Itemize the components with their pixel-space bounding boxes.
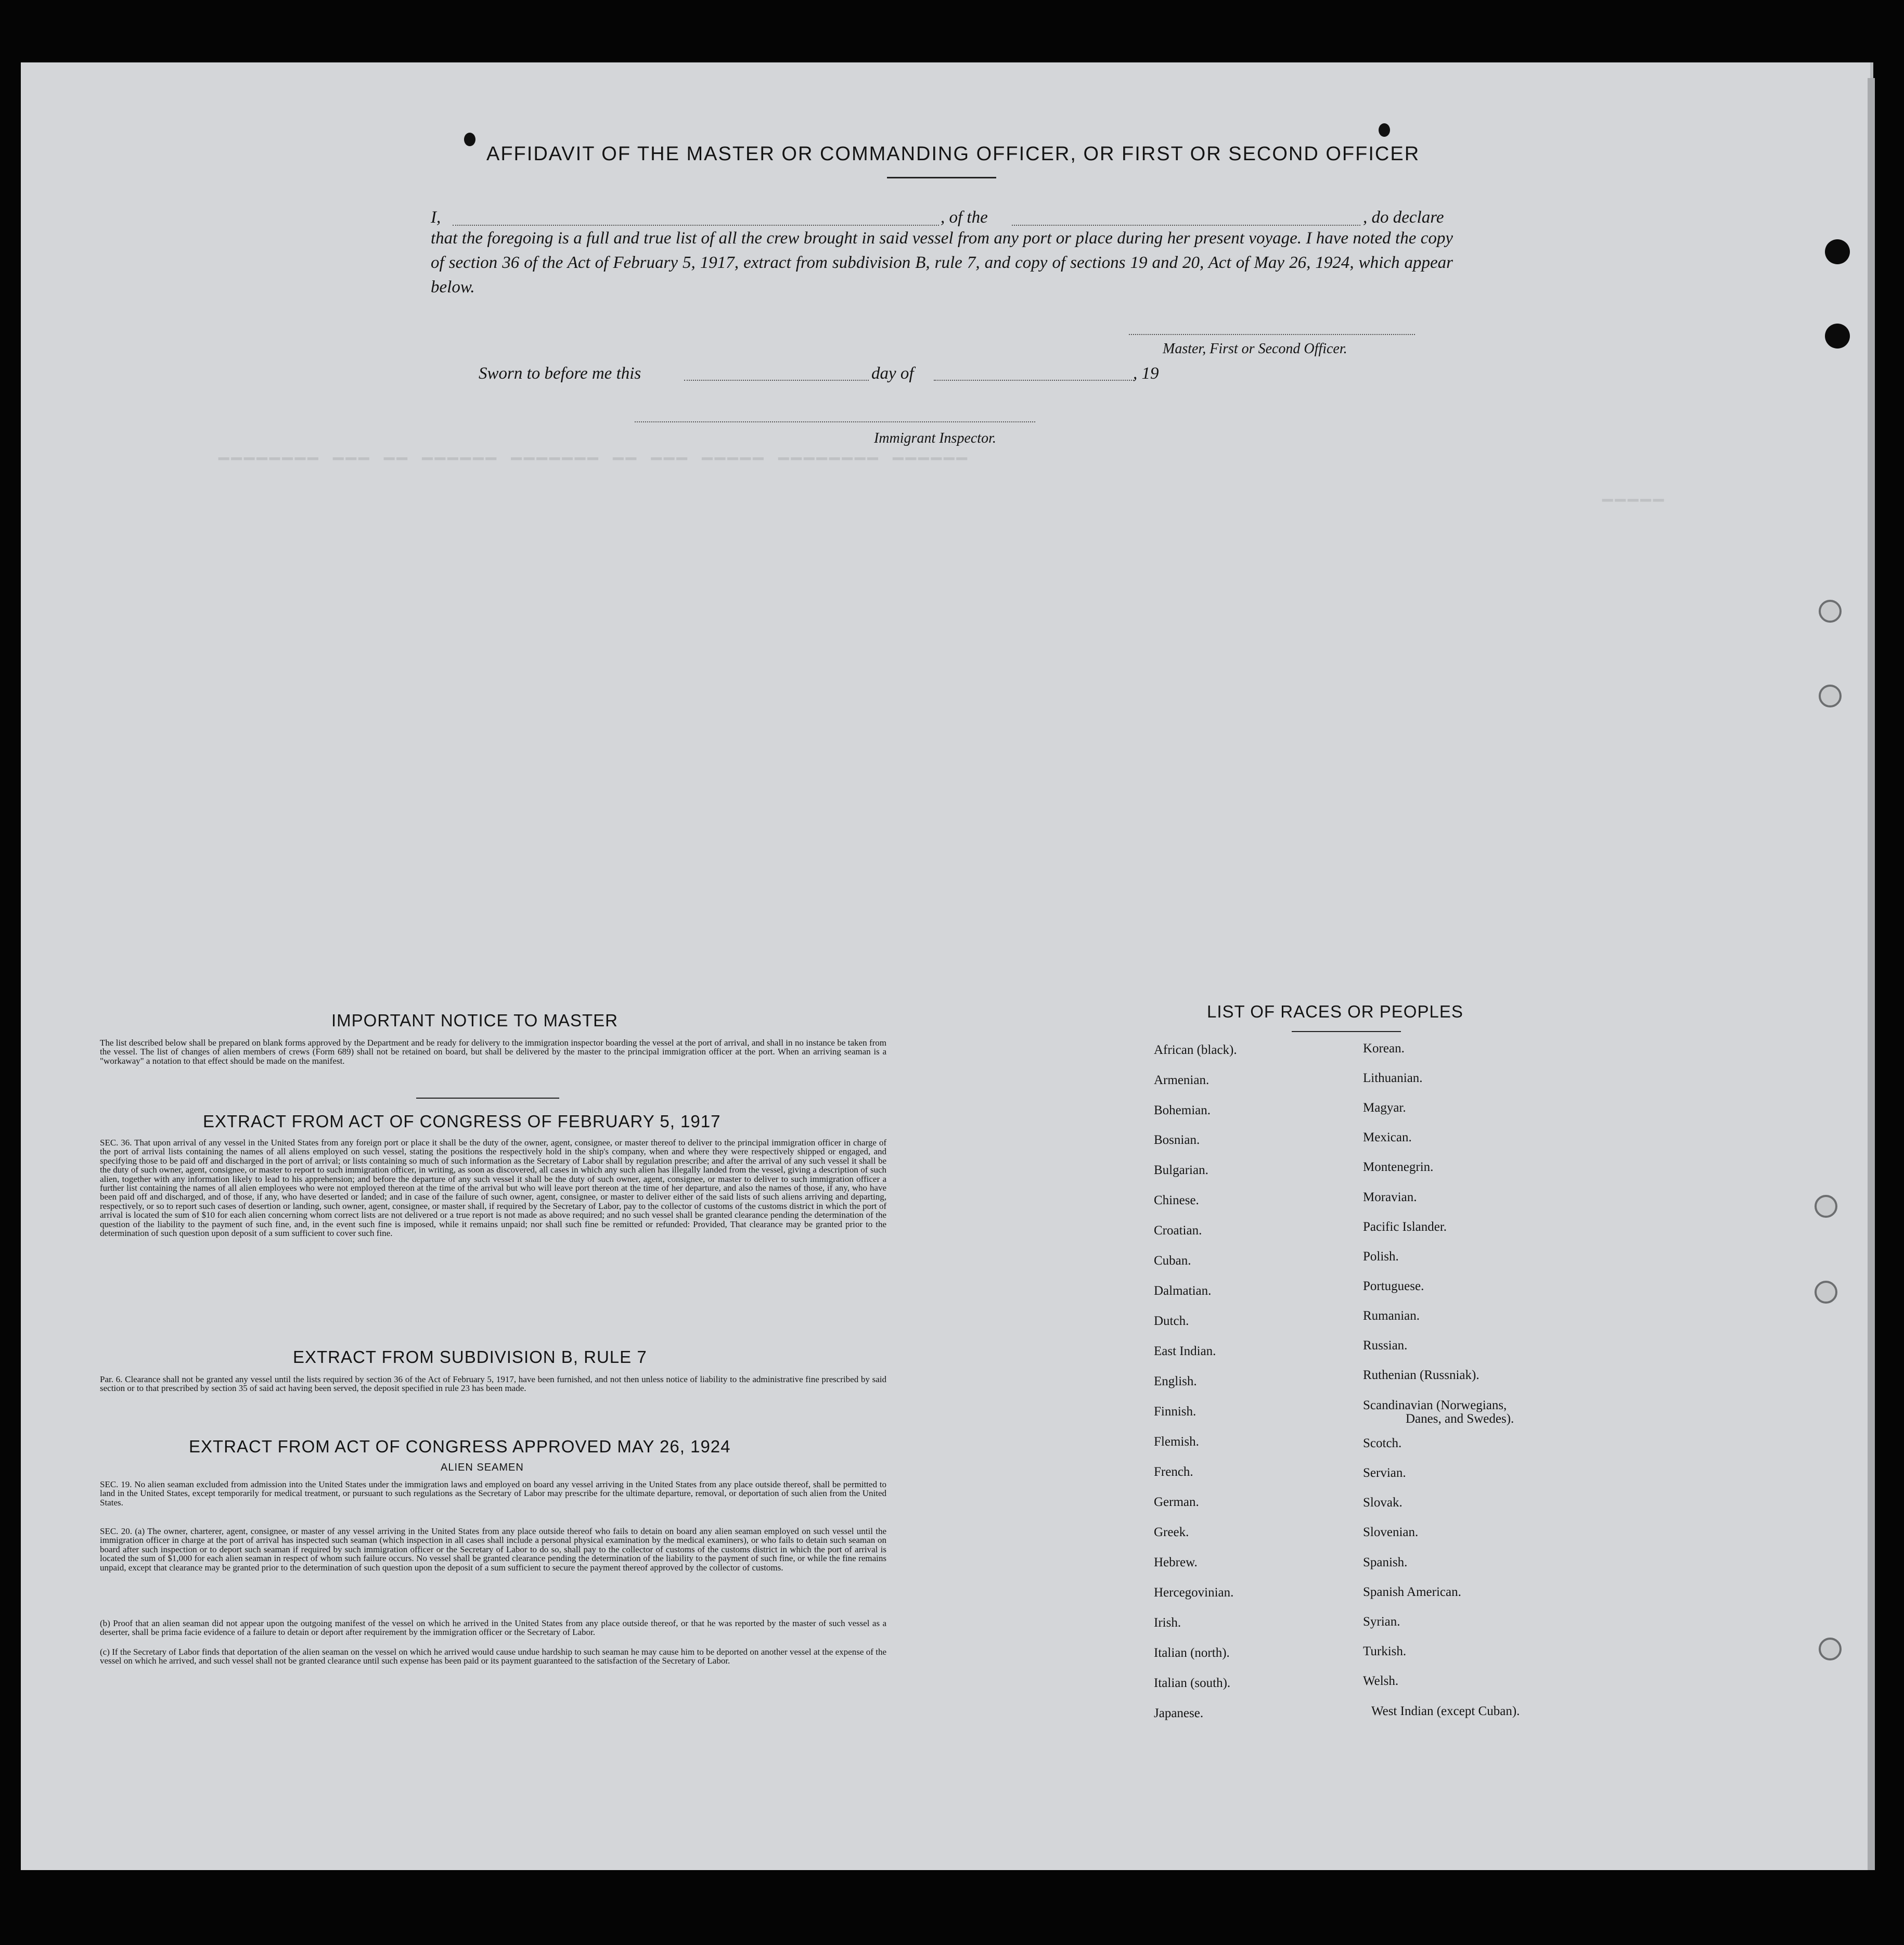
race-item: Greek. [1154, 1525, 1189, 1539]
race-item: Japanese. [1154, 1706, 1204, 1720]
race-item: Turkish. [1363, 1644, 1407, 1658]
day-of-label: day of [871, 364, 914, 383]
race-item: Mexican. [1363, 1130, 1412, 1144]
race-item: Slovenian. [1363, 1525, 1419, 1539]
race-item: East Indian. [1154, 1344, 1216, 1358]
race-item: Italian (north). [1154, 1646, 1230, 1660]
binder-hole [1825, 324, 1850, 349]
binder-hole [1815, 1281, 1837, 1304]
bleed-through-text: ▔▔▔▔▔▔▔▔ ▔▔▔ ▔▔ ▔▔▔▔▔▔ ▔▔▔▔▔▔▔ ▔▔ ▔▔▔ ▔▔▔▔▔ ▔▔▔▔▔▔▔▔ ▔▔▔▔▔▔ [218, 460, 970, 480]
race-item: Croatian. [1154, 1223, 1202, 1238]
binder-hole [1825, 239, 1850, 264]
race-item: Scandinavian (Norwegians, [1363, 1398, 1507, 1412]
race-item: German. [1154, 1495, 1199, 1509]
race-item: Bohemian. [1154, 1103, 1211, 1117]
race-item: Lithuanian. [1363, 1071, 1423, 1085]
sec20c-body: (c) If the Secretary of Labor finds that deportation of the alien seaman on the vessel on which he arrived would cause undue hardship to such seaman he may cause him to be deported on another vessel at the expense of the vessel on which he arrived, and such vessel shall not be granted clearance until such expense has been paid or its payment guaranteed to the satisfaction of the Secretary of Labor. [100, 1647, 886, 1666]
name-blank [453, 225, 939, 226]
race-item: English. [1154, 1374, 1197, 1388]
race-item: Armenian. [1154, 1073, 1210, 1087]
pin-hole-left [464, 133, 475, 146]
extract-1924-title: EXTRACT FROM ACT OF CONGRESS APPROVED MAY 26, 1924 [189, 1437, 731, 1456]
notice-title: IMPORTANT NOTICE TO MASTER [331, 1011, 619, 1030]
race-item: Chinese. [1154, 1193, 1199, 1207]
sworn-day-blank [684, 380, 869, 381]
vessel-blank [1012, 225, 1360, 226]
binder-hole [1819, 685, 1842, 707]
notice-body: The list described below shall be prepared on blank forms approved by the Department and be ready for delivery to the immigration inspector boarding the vessel at the port of arrival, and shall in no instance be taken from the vessel. The list of changes of alien members of crews (Form 689) shall not be retained on board, but shall be delivered by the master to the principal immigration officer at the port. When an arriving seaman is a "workaway" a notation to that effect should be made on the manifest. [100, 1038, 886, 1066]
race-item: Moravian. [1363, 1190, 1417, 1204]
divider [887, 177, 996, 178]
race-item: West Indian (except Cuban). [1371, 1704, 1520, 1718]
races-title: LIST OF RACES OR PEOPLES [1207, 1002, 1463, 1021]
alien-seamen-subtitle: ALIEN SEAMEN [441, 1462, 524, 1473]
race-item: Russian. [1363, 1338, 1408, 1353]
year-label: , 19 [1133, 364, 1159, 383]
affidavit-i-label: I, [431, 208, 441, 227]
race-item: Servian. [1363, 1466, 1406, 1480]
race-item: Welsh. [1363, 1674, 1399, 1688]
month-blank [934, 380, 1134, 381]
race-item: Finnish. [1154, 1405, 1197, 1419]
sec19-body: SEC. 19. No alien seaman excluded from admission into the United States under the immigration laws and employed on board any vessel arriving in the United States from any place outside thereof, shall be permitted to land in the United States, except temporarily for medical treatment, or pursuant to such regulations as the Secretary of Labor may prescribe for the ultimate departure, removal, or deportation of such alien from the United States. [100, 1479, 886, 1508]
race-item: Spanish American. [1363, 1585, 1461, 1599]
rule7-title: EXTRACT FROM SUBDIVISION B, RULE 7 [293, 1347, 647, 1367]
race-item: African (black). [1154, 1043, 1237, 1057]
divider [1292, 1031, 1401, 1032]
race-item: Montenegrin. [1363, 1160, 1434, 1174]
race-item: Scotch. [1363, 1436, 1402, 1450]
master-signature-line [1129, 334, 1415, 335]
binder-hole [1819, 1638, 1842, 1660]
race-item: Bulgarian. [1154, 1163, 1208, 1177]
extract-1917-body: SEC. 36. That upon arrival of any vessel in the United States from any foreign port or place it shall be the duty of the owner, agent, consignee, or master thereof to deliver to the principal immigration officer in charge of the port of arrival lists containing the names of all aliens employed on such vessel, stating the positions the respectively hold in the ship's company, when and where they were respectively shipped or engaged, and specifying those to be paid off and discharged in the port of arrival; or lists containing so much of such information as the Secretary of Labor shall by regulation prescribe; and after the arrival of any such vessel it shall be the duty of such owner, agent, consignee, or master to report to such immigration officer, in writing, as soon as discovered, all cases in which any such alien has illegally landed from the vessel, giving a description of such alien, together with any information likely to lead to his apprehension; and before the departure of any such vessel it shall be the duty of such owner, agent, consignee, or master to deliver to such immigration officer a further list containing the names of all alien employees who were not employed thereon at the time of the arrival but who will leave port thereon at the time of her departure, and also the names of those, if any, who have been paid off and discharged, and of those, if any, who have deserted or landed; and in case of the failure of such owner, agent, consignee, or master to deliver either of the said lists of such aliens arriving and departing, respectively, or so to report such cases of desertion or landing, such owner, agent, consignee, or master shall, if required by the Secretary of Labor, pay to the collector of customs of the customs district in which the port of arrival is located the sum of $10 for each alien concerning whom correct lists are not delivered or a true report is not made as above required; and no such vessel shall be granted clearance pending the determination of the question of the liability to the payment of such fine, and, in the event such fine is imposed, while it remains unpaid; nor shall such fine be remitted or refunded: Provided, That clearance may be granted prior to the determination of such question upon deposit of a sum sufficient to cover such fine. [100, 1138, 886, 1239]
binder-hole [1815, 1195, 1837, 1218]
race-item: French. [1154, 1465, 1193, 1479]
inspector-signature-line [635, 421, 1035, 422]
affidavit-declaration: that the foregoing is a full and true list of all the crew brought in said vessel from any port or place during her present voyage. I have noted the copy of section 36 of the Act of February 5, 1917, extract from subdivision B, rule 7, and copy of sections 19 and 20, Act of May 26, 1924, which appear below. [431, 229, 1453, 297]
bleed-through-column: ▔▔▔▔▔ [1602, 501, 1666, 521]
race-item: Polish. [1363, 1250, 1399, 1264]
race-item: Slovak. [1363, 1496, 1403, 1510]
affidavit-title: AFFIDAVIT OF THE MASTER OR COMMANDING OFFICER, OR FIRST OR SECOND OFFICER [486, 143, 1420, 165]
sec20b-body: (b) Proof that an alien seaman did not appear upon the outgoing manifest of the vessel on which he arrived in the United States from any place outside thereof, or that he was reported by the master of such vessel as a deserter, shall be prima facie evidence of a failure to detain or deport after requirement by the immigration officer or the Secretary of Labor. [100, 1618, 886, 1638]
of-the-label: , of the [941, 208, 988, 227]
race-item: Hebrew. [1154, 1555, 1198, 1569]
race-item: Dutch. [1154, 1314, 1189, 1328]
race-item: Ruthenian (Russniak). [1363, 1368, 1480, 1382]
race-item: Flemish. [1154, 1435, 1199, 1449]
race-item: Rumanian. [1363, 1309, 1420, 1323]
sec20a-body: SEC. 20. (a) The owner, charterer, agent, consignee, or master of any vessel arriving in the United States from any place outside thereof who fails to detain on board any alien seaman employed on such vessel until the immigration officer in charge at the port of arrival has inspected such seaman (which inspection in all cases shall include a personal physical examination by the medical examiners), or who fails to detain such seaman on board after such inspection or to deport such seaman if required by such immigration officer or the Secretary of Labor to do so, shall pay to the collector of customs of the customs district in which the port of arrival is located the sum of $1,000 for each alien seaman in respect of whom such failure occurs. No vessel shall be granted clearance pending the determination of the liability to the payment of such fine, or while the fine remains unpaid, except that clearance may be granted prior to the determination of such question upon the deposit of a sum sufficient to secure the payment thereof approved by the collector of customs. [100, 1526, 886, 1573]
race-item: Cuban. [1154, 1254, 1191, 1268]
do-declare-label: , do declare [1363, 208, 1444, 227]
inspector-signature-label: Immigrant Inspector. [874, 430, 996, 446]
extract-1917-title: EXTRACT FROM ACT OF CONGRESS OF FEBRUARY 5, 1917 [203, 1112, 721, 1131]
sworn-label: Sworn to before me this [479, 364, 641, 383]
race-item: Spanish. [1363, 1555, 1408, 1569]
race-item: Korean. [1363, 1041, 1405, 1055]
binder-hole [1819, 600, 1842, 623]
race-item: Bosnian. [1154, 1133, 1200, 1147]
page-edge [1868, 78, 1875, 1870]
race-item: Irish. [1154, 1616, 1181, 1630]
race-item: Portuguese. [1363, 1279, 1424, 1293]
race-item-continuation: Danes, and Swedes). [1406, 1412, 1514, 1426]
race-item: Hercegovinian. [1154, 1586, 1234, 1600]
race-item: Pacific Islander. [1363, 1220, 1447, 1234]
race-item: Syrian. [1363, 1615, 1400, 1629]
master-signature-label: Master, First or Second Officer. [1163, 341, 1347, 357]
race-item: Italian (south). [1154, 1676, 1231, 1690]
pin-hole-right [1379, 123, 1390, 137]
rule7-body: Par. 6. Clearance shall not be granted any vessel until the lists required by section 36 of the Act of February 5, 1917, have been furnished, and not then unless notice of liability to the administrative fine prescribed by said section or to that prescribed by section 35 of said act having been served, the deposit specified in rule 23 has been made. [100, 1374, 886, 1394]
race-item: Magyar. [1363, 1101, 1406, 1115]
race-item: Dalmatian. [1154, 1284, 1212, 1298]
divider [416, 1098, 559, 1099]
